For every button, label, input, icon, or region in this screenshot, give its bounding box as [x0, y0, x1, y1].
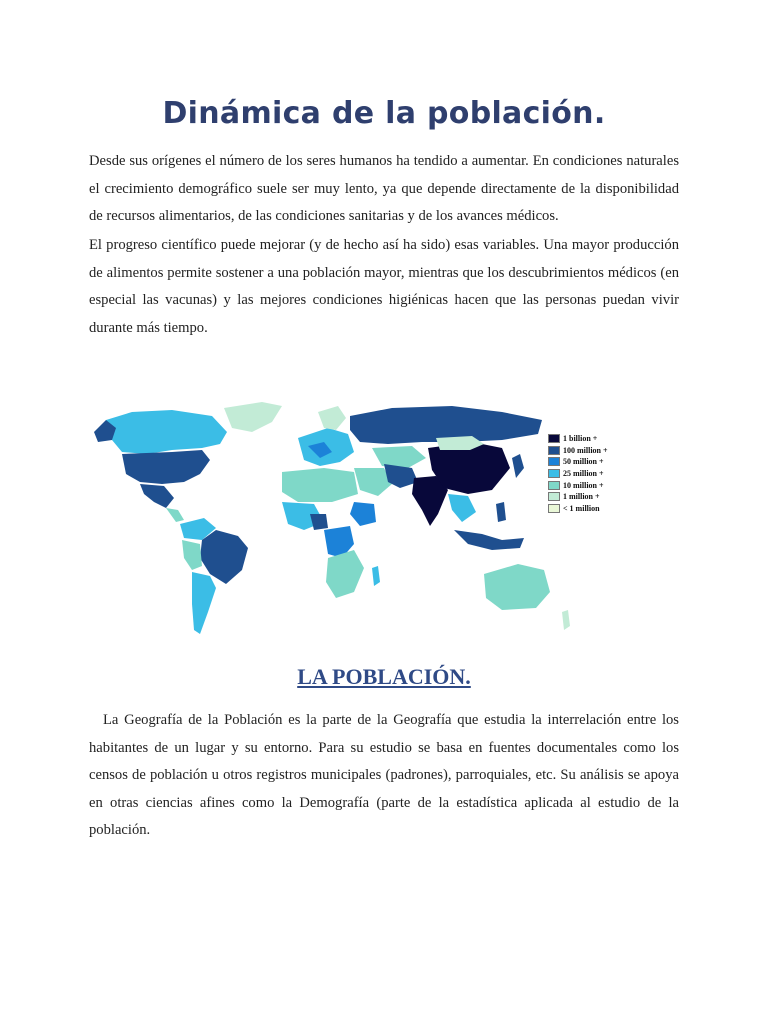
section-paragraph: La Geografía de la Población es la parte de la Geografía que estudia la interrelación entre los habitantes de un lugar y su entorno. Para su estudio se basa en fuentes documentales como los censos de población u otros registros municipales (padrones), parroquiales, etc. Su análisis se apoya en otras ciencias afines como la Demografía (parte de la estadística aplicada al estudio de la población. — [89, 712, 679, 838]
region-usa — [122, 450, 210, 484]
legend-label: < 1 million — [563, 503, 600, 513]
page-title: Dinámica de la población. — [162, 96, 606, 131]
region-japan — [512, 454, 524, 478]
legend-item — [548, 503, 608, 515]
legend-item — [548, 433, 608, 445]
legend-swatch — [548, 469, 560, 478]
region-mexico — [140, 484, 174, 508]
region-australia — [484, 564, 550, 610]
legend-swatch — [548, 504, 560, 513]
legend-label: 1 million + — [563, 492, 600, 502]
legend-item — [548, 468, 608, 480]
legend-swatch — [548, 457, 560, 466]
region-southern-cone — [192, 572, 216, 634]
legend-label: 25 million + — [563, 469, 604, 479]
legend-item — [548, 445, 608, 457]
region-north-africa — [282, 468, 358, 502]
region-southern-africa — [326, 550, 364, 598]
intro-paragraph-1: Desde sus orígenes el número de los seres humanos ha tendido a aumentar. En condiciones naturales el crecimiento demográfico suele ser muy lento, ya que depende directamente de la disponibilidad de recursos alimentarios, de las condiciones sanitarias y de los avances médicos. — [89, 153, 679, 224]
region-new-zealand — [562, 610, 570, 630]
legend-item — [548, 491, 608, 503]
region-central-america — [166, 508, 184, 522]
region-ethiopia — [350, 502, 376, 526]
legend-swatch — [548, 481, 560, 490]
intro-paragraph-2: El progreso científico puede mejorar (y de hecho así ha sido) esas variables. Una mayor producción de alimentos permite sostener a una población mayor, mientras que los descubrimientos médicos (en especial las vacunas) y las mejores condiciones higiénicas hacen que las personas puedan vivir durante más tiempo. — [89, 237, 679, 336]
region-nigeria — [310, 514, 328, 530]
map-legend — [548, 433, 608, 514]
legend-item — [548, 479, 608, 491]
region-canada — [106, 410, 227, 454]
legend-label: 100 million + — [563, 445, 608, 455]
legend-item — [548, 456, 608, 468]
legend-swatch — [548, 492, 560, 501]
region-indonesia — [454, 530, 524, 550]
world-population-map — [92, 398, 614, 650]
legend-swatch — [548, 446, 560, 455]
legend-swatch — [548, 434, 560, 443]
region-southeast-asia — [448, 494, 476, 522]
region-philippines — [496, 502, 506, 522]
world-map-svg — [92, 398, 614, 650]
region-scandinavia — [318, 406, 346, 430]
legend-label: 10 million + — [563, 480, 604, 490]
legend-label: 1 billion + — [563, 434, 598, 444]
region-central-asia — [372, 446, 426, 468]
region-greenland — [224, 402, 282, 432]
section-heading: LA POBLACIÓN. — [297, 664, 471, 689]
region-andes — [182, 540, 202, 570]
region-madagascar — [372, 566, 380, 586]
legend-label: 50 million + — [563, 457, 604, 467]
